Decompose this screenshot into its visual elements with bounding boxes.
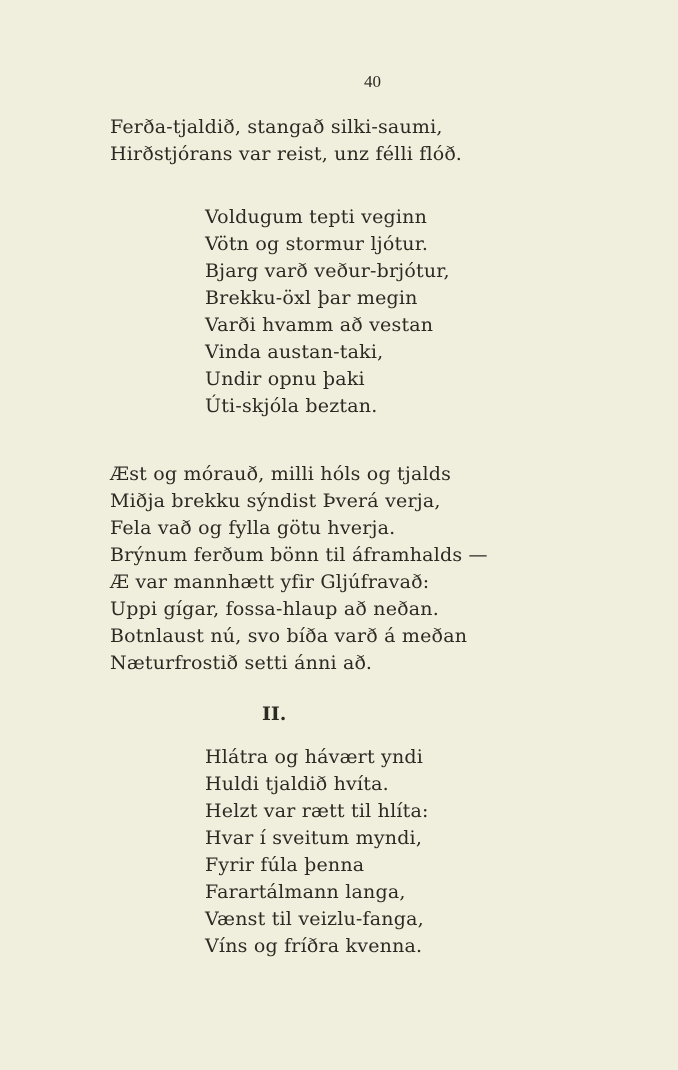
stanza-2 — [205, 204, 450, 420]
verse-line: Helzt var rætt til hlíta: — [205, 800, 429, 822]
verse-line: Bjarg varð veður-brjótur, — [205, 260, 450, 282]
verse-line: Æst og mórauð, milli hóls og tjalds — [110, 463, 452, 485]
verse-line: Næturfrostið setti ánni að. — [110, 652, 373, 674]
verse-line: Huldi tjaldið hvíta. — [205, 773, 389, 795]
verse-line: Fyrir fúla þenna — [205, 854, 365, 876]
stanza-1 — [110, 114, 462, 168]
verse-line: Hvar í sveitum myndi, — [205, 827, 423, 849]
verse-line: Víns og fríðra kvenna. — [205, 935, 423, 957]
verse-line: Hlátra og hávært yndi — [205, 746, 424, 768]
verse-line: Farartálmann langa, — [205, 881, 406, 903]
verse-line: Varði hvamm að vestan — [205, 314, 434, 336]
section-heading: II. — [262, 703, 287, 725]
verse-line: Æ var mannhætt yfir Gljúfravað: — [110, 571, 430, 593]
verse-line: Úti-skjóla beztan. — [205, 395, 378, 417]
stanza-4 — [205, 744, 429, 960]
verse-line: Vænst til veizlu-fanga, — [205, 908, 424, 930]
verse-line: Vötn og stormur ljótur. — [205, 233, 429, 255]
verse-line: Vinda austan-taki, — [205, 341, 384, 363]
verse-line: Ferða-tjaldið, stangað silki-saumi, — [110, 116, 443, 138]
verse-line: Miðja brekku sýndist Þverá verja, — [110, 490, 441, 512]
verse-line: Fela vað og fylla götu hverja. — [110, 517, 396, 539]
verse-line: Brýnum ferðum bönn til áframhalds — — [110, 544, 488, 566]
verse-line: Hirðstjórans var reist, unz félli flóð. — [110, 143, 462, 165]
verse-line: Uppi gígar, fossa-hlaup að neðan. — [110, 598, 439, 620]
verse-line: Undir opnu þaki — [205, 368, 365, 390]
verse-line: Voldugum tepti veginn — [205, 206, 428, 228]
verse-line: Botnlaust nú, svo bíða varð á meðan — [110, 625, 468, 647]
verse-line: Brekku-öxl þar megin — [205, 287, 418, 309]
stanza-3 — [110, 461, 488, 677]
page-number: 40 — [364, 72, 381, 91]
